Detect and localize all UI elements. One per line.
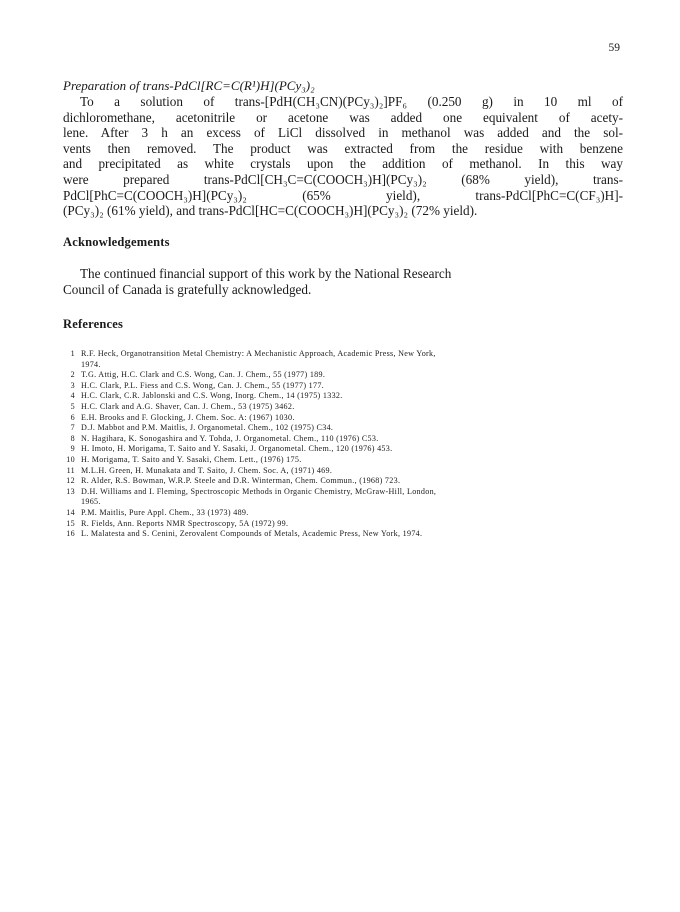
references-heading: References (63, 317, 124, 331)
reference-line: N. Hagihara, K. Sonogashira and Y. Tohda, J. Organometal. Chem., 110 (1976) C53. (81, 433, 379, 443)
reference-text (75, 455, 630, 466)
reference-number: 3 (70, 380, 75, 390)
reference-text (75, 487, 630, 508)
reference-line: D.H. Williams and I. Fleming, Spectroscopic Methods in Organic Chemistry, McGraw-Hill, London, (81, 486, 437, 496)
paragraph-line: To a solution of trans-[PdH(CH₃CN)(PCy₃)₂]PF₆ (0.250 g) in 10 ml of (80, 94, 623, 109)
reference-text (75, 413, 630, 424)
reference-item (60, 434, 630, 445)
reference-text (75, 466, 630, 477)
reference-line: L. Malatesta and S. Cenini, Zerovalent Compounds of Metals, Academic Press, New York, 1974. (81, 529, 423, 539)
reference-line: 1974. (81, 359, 101, 369)
reference-number: 10 (66, 454, 75, 464)
reference-number: 9 (70, 444, 75, 454)
reference-line: T.G. Attig, H.C. Clark and C.S. Wong, Can. J. Chem., 55 (1977) 189. (81, 370, 326, 380)
reference-text (75, 381, 630, 392)
reference-line: R. Fields, Ann. Reports NMR Spectroscopy, 5A (1972) 99. (81, 518, 289, 528)
reference-line: D.J. Mabbot and P.M. Maitlis, J. Organometal. Chem., 102 (1975) C34. (81, 423, 334, 433)
paragraph-line: lene. After 3 h an excess of LiCl dissolved in methanol was added and the sol- (63, 125, 623, 141)
reference-number: 13 (66, 486, 75, 496)
reference-item (60, 423, 630, 434)
reference-line: R.F. Heck, Organotransition Metal Chemistry: A Mechanistic Approach, Academic Press, New York, (81, 349, 436, 358)
reference-number: 2 (70, 370, 75, 380)
reference-line: P.M. Maitlis, Pure Appl. Chem., 33 (1973) 489. (81, 507, 249, 517)
reference-line: 1965. (81, 497, 101, 507)
reference-text (75, 370, 630, 381)
reference-line: M.L.H. Green, H. Munakata and T. Saito, J. Chem. Soc. A, (1971) 469. (81, 465, 333, 475)
paragraph-line: PdCl[PhC=C(COOCH₃)H](PCy₃)₂ (65% yield), trans-PdCl[PhC=C(CF₃)H]- (63, 187, 623, 203)
reference-text (75, 508, 630, 519)
reference-text (75, 444, 630, 455)
paragraph-line: Council of Canada is gratefully acknowledged. (63, 282, 312, 297)
reference-number: 4 (70, 391, 75, 401)
reference-line: H. Imoto, H. Morigama, T. Saito and Y. Sasaki, J. Organometal. Chem., 120 (1976) 453. (81, 444, 393, 454)
paragraph-line: The continued financial support of this work by the National Research (80, 266, 452, 281)
reference-text (75, 423, 630, 434)
page-number: 59 (608, 42, 620, 54)
reference-number: 1 (70, 349, 75, 358)
paragraph-line: dichloromethane, acetonitrile or acetone was added one equivalent of acety- (63, 109, 623, 125)
reference-item (60, 413, 630, 424)
reference-number: 7 (70, 423, 75, 433)
reference-number: 15 (66, 518, 75, 528)
reference-text (75, 529, 630, 540)
reference-text (75, 402, 630, 413)
reference-number: 16 (66, 529, 75, 539)
reference-line: H.C. Clark and A.G. Shaver, Can. J. Chem., 53 (1975) 3462. (81, 401, 295, 411)
reference-item (60, 349, 630, 370)
reference-item (60, 466, 630, 477)
reference-line: H. Morigama, T. Saito and Y. Sasaki, Chem. Lett., (1976) 175. (81, 454, 302, 464)
reference-item (60, 519, 630, 530)
reference-item (60, 391, 630, 402)
reference-item (60, 487, 630, 508)
preparation-heading: Preparation of trans-PdCl[RC=C(R¹)H](PCy₃)₂ (63, 78, 315, 93)
reference-item (60, 444, 630, 455)
paragraph-line: and precipitated as white crystals upon the addition of methanol. In this way (63, 156, 623, 172)
paragraph-line: vents then removed. The product was extracted from the residue with benzene (63, 140, 623, 156)
preparation-paragraph (63, 94, 623, 219)
reference-number: 8 (70, 433, 75, 443)
reference-line: H.C. Clark, C.R. Jablonski and C.S. Wong, Inorg. Chem., 14 (1975) 1332. (81, 391, 343, 401)
reference-number: 5 (70, 401, 75, 411)
reference-item (60, 508, 630, 519)
reference-number: 12 (66, 476, 75, 486)
reference-text (75, 519, 630, 530)
reference-item (60, 455, 630, 466)
reference-number: 14 (66, 507, 75, 517)
reference-text (75, 349, 630, 370)
reference-number: 6 (70, 412, 75, 422)
reference-text (75, 476, 630, 487)
reference-line: R. Alder, R.S. Bowman, W.R.P. Steele and D.R. Winterman, Chem. Commun., (1968) 723. (81, 476, 401, 486)
reference-item (60, 381, 630, 392)
acknowledgements-heading: Acknowledgements (63, 235, 170, 249)
reference-text (75, 434, 630, 445)
paragraph-line: (PCy₃)₂ (61% yield), and trans-PdCl[HC=C(COOCH₃)H](PCy₃)₂ (72% yield). (63, 203, 478, 219)
paragraph-line: were prepared trans-PdCl[CH₃C=C(COOCH₃)H](PCy₃)₂ (68% yield), trans- (63, 171, 623, 187)
reference-line: H.C. Clark, P.L. Fiess and C.S. Wong, Can. J. Chem., 55 (1977) 177. (81, 380, 325, 390)
reference-number: 11 (66, 465, 75, 475)
acknowledgements-paragraph (63, 266, 623, 298)
reference-item (60, 476, 630, 487)
reference-list (60, 349, 630, 540)
reference-item (60, 529, 630, 540)
reference-line: E.H. Brooks and F. Glocking, J. Chem. Soc. A: (1967) 1030. (81, 412, 295, 422)
reference-item (60, 402, 630, 413)
reference-text (75, 391, 630, 402)
reference-item (60, 370, 630, 381)
